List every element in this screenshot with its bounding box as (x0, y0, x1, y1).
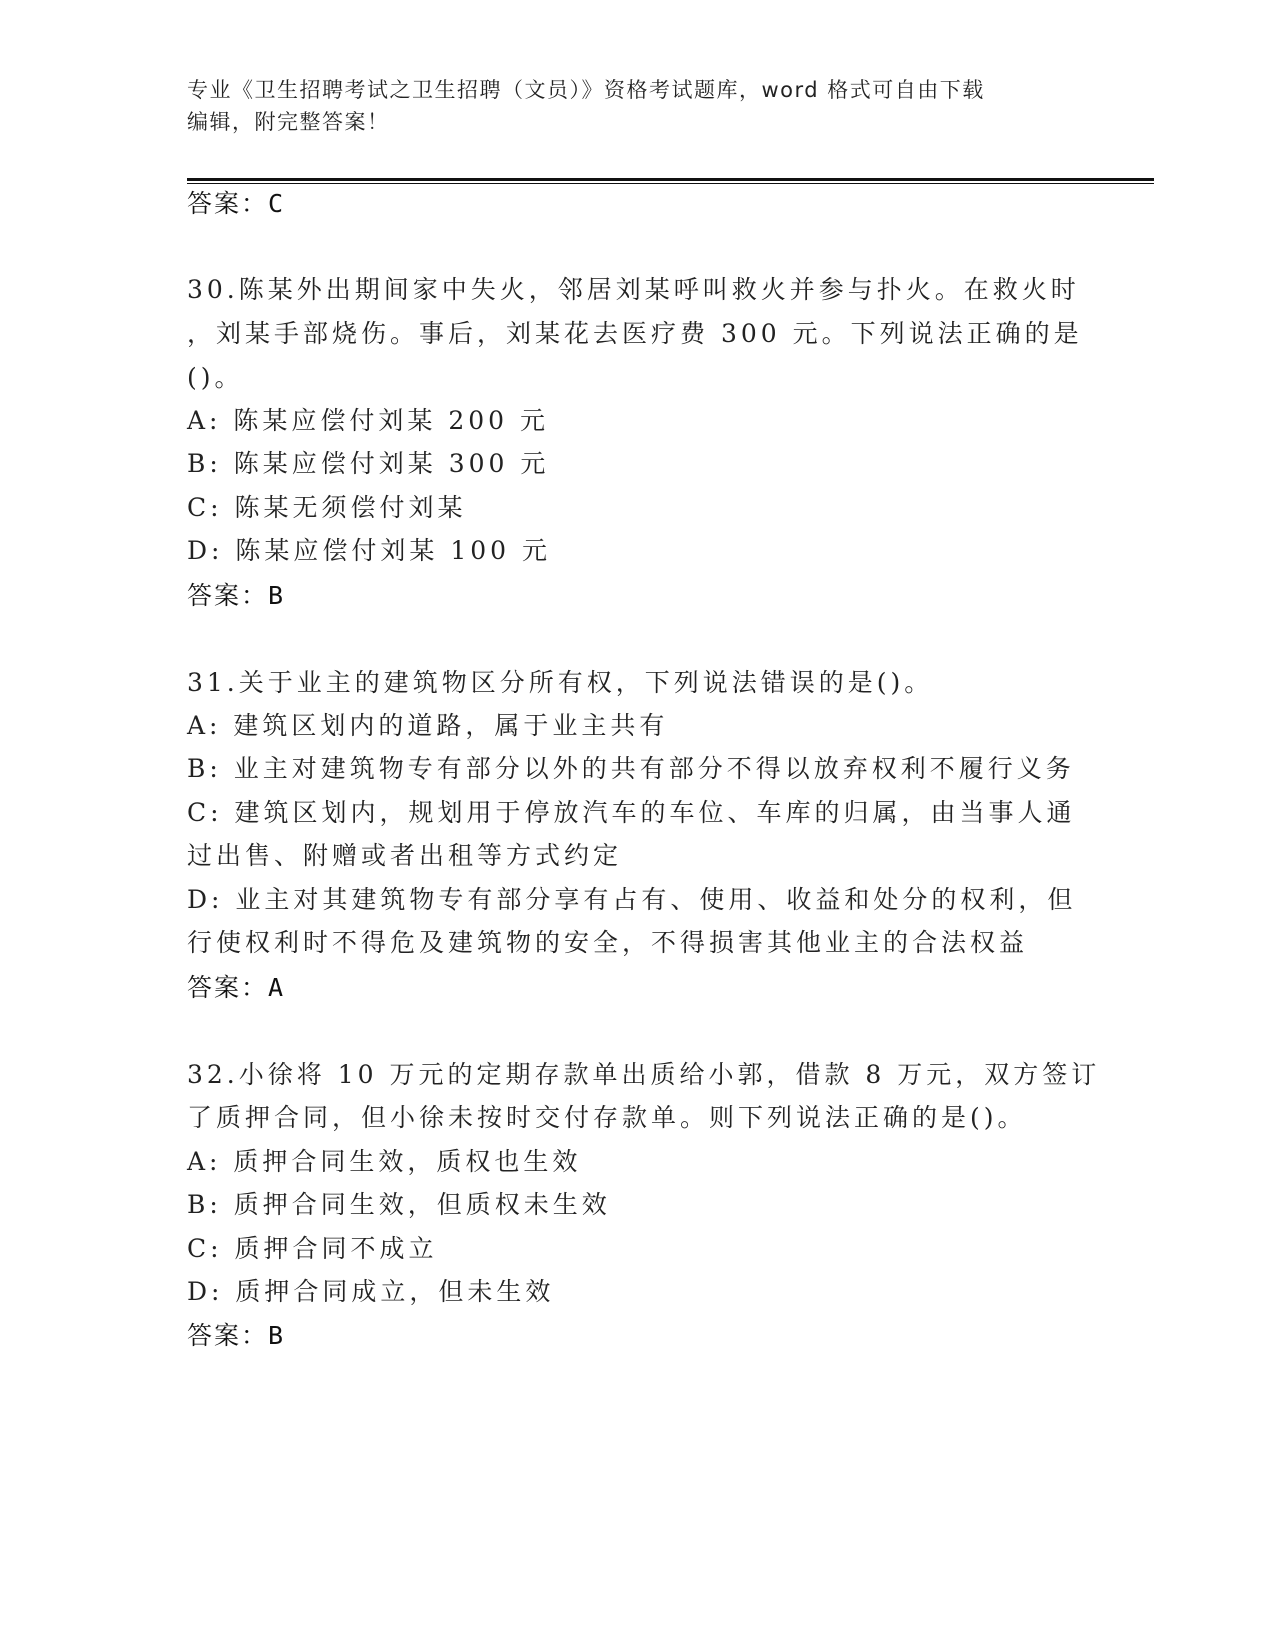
question-31-option-b: B: 业主对建筑物专有部分以外的共有部分不得以放弃权利不履行义务 (187, 754, 1075, 783)
header-divider-thick (187, 178, 1154, 181)
document-header (187, 74, 1067, 138)
header-line-1: 专业《卫生招聘考试之卫生招聘（文员）》资格考试题库，word 格式可自由下载 (187, 78, 985, 102)
question-32-option-a: A: 质押合同生效，质权也生效 (187, 1147, 582, 1176)
question-31-line-1: 31.关于业主的建筑物区分所有权，下列说法错误的是()。 (187, 668, 934, 697)
answer-label: 答案： (187, 973, 269, 1002)
question-30-answer (187, 578, 285, 614)
question-31-option-d: D: 业主对其建筑物专有部分享有占有、使用、收益和处分的权利，但 (187, 885, 1077, 914)
question-30-line-1: 30.陈某外出期间家中失火，邻居刘某呼叫救火并参与扑火。在救火时 (187, 275, 1080, 304)
question-32-option-d: D: 质押合同成立，但未生效 (187, 1277, 555, 1306)
answer-value: C (268, 189, 286, 218)
question-32-line-1: 32.小徐将 10 万元的定期存款单出质给小郭，借款 8 万元，双方签订 (187, 1060, 1101, 1089)
answer-label: 答案： (187, 581, 269, 610)
question-30-option-b: B: 陈某应偿付刘某 300 元 (187, 449, 550, 478)
question-30-option-a: A: 陈某应偿付刘某 200 元 (187, 406, 550, 435)
header-line-2: 编辑，附完整答案！ (187, 110, 390, 134)
answer-label: 答案： (187, 189, 269, 218)
answer-value: B (268, 581, 286, 610)
question-31-option-d-cont: 行使权利时不得危及建筑物的安全，不得损害其他业主的合法权益 (187, 928, 1029, 957)
answer-label: 答案： (187, 1321, 269, 1350)
question-30-line-3: ()。 (187, 363, 244, 392)
question-31-option-a: A: 建筑区划内的道路，属于业主共有 (187, 711, 669, 740)
question-30-option-c: C: 陈某无须偿付刘某 (187, 493, 467, 522)
question-32-option-b: B: 质押合同生效，但质权未生效 (187, 1190, 611, 1219)
question-32-answer (187, 1318, 285, 1354)
question-31-option-c-cont: 过出售、附赠或者出租等方式约定 (187, 841, 623, 870)
question-31-answer (187, 970, 285, 1006)
question-31-option-c: C: 建筑区划内，规划用于停放汽车的车位、车库的归属，由当事人通 (187, 798, 1076, 827)
answer-value: A (268, 973, 286, 1002)
header-divider-thin (187, 183, 1154, 184)
question-30-option-d: D: 陈某应偿付刘某 100 元 (187, 536, 552, 565)
question-32-option-c: C: 质押合同不成立 (187, 1234, 438, 1263)
prev-answer (187, 186, 285, 222)
question-32-line-2: 了质押合同，但小徐未按时交付存款单。则下列说法正确的是()。 (187, 1103, 1027, 1132)
question-30-line-2: ，刘某手部烧伤。事后，刘某花去医疗费 300 元。下列说法正确的是 (187, 319, 1083, 348)
answer-value: B (268, 1321, 286, 1350)
